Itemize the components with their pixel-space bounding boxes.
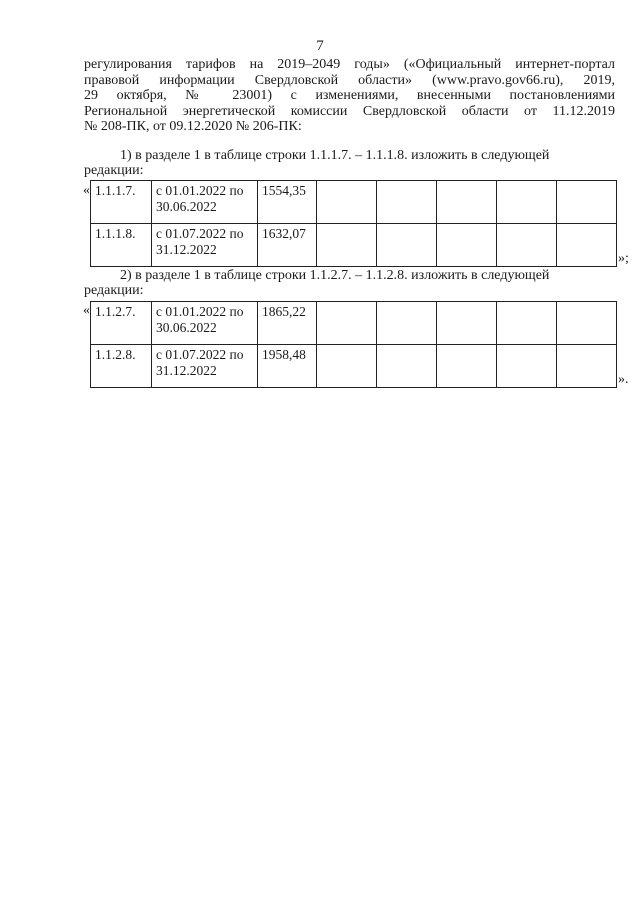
empty-cell — [317, 302, 377, 345]
empty-cell — [557, 345, 617, 388]
empty-cell — [317, 345, 377, 388]
empty-cell — [497, 345, 557, 388]
empty-cell — [377, 181, 437, 224]
row-period: с 01.07.2022 по 31.12.2022 — [152, 224, 258, 267]
intro-line: № 208-ПК, от 09.12.2020 № 206-ПК: — [84, 119, 302, 135]
empty-cell — [377, 224, 437, 267]
row-value: 1554,35 — [258, 181, 317, 224]
page-number: 7 — [316, 38, 324, 54]
empty-cell — [437, 345, 497, 388]
empty-cell — [557, 224, 617, 267]
empty-cell — [497, 302, 557, 345]
item2-text-cont: редакции: — [84, 283, 144, 298]
row-value: 1865,22 — [258, 302, 317, 345]
item1-table — [90, 180, 617, 267]
empty-cell — [377, 345, 437, 388]
row-period: с 01.01.2022 по 30.06.2022 — [152, 181, 258, 224]
empty-cell — [497, 181, 557, 224]
row-code: 1.1.2.7. — [91, 302, 152, 345]
empty-cell — [557, 302, 617, 345]
intro-line: регулирования тарифов на 2019–2049 годы» («Официальный интернет-портал — [84, 57, 615, 72]
row-period: с 01.01.2022 по 30.06.2022 — [152, 302, 258, 345]
intro-line: Региональной энергетической комиссии Свердловской области от 11.12.2019 — [84, 103, 615, 119]
row-period: с 01.07.2022 по 31.12.2022 — [152, 345, 258, 388]
intro-line: 29 октября, № 23001) с изменениями, внесенными постановлениями — [84, 88, 615, 104]
item2-open-quote: « — [83, 303, 90, 318]
empty-cell — [497, 224, 557, 267]
item1-close-mark: »; — [618, 251, 629, 266]
empty-cell — [437, 224, 497, 267]
table-row — [91, 345, 617, 388]
table-row — [91, 181, 617, 224]
empty-cell — [317, 181, 377, 224]
table-row — [91, 224, 617, 267]
empty-cell — [377, 302, 437, 345]
row-code: 1.1.2.8. — [91, 345, 152, 388]
row-code: 1.1.1.8. — [91, 224, 152, 267]
empty-cell — [557, 181, 617, 224]
item2-instruction — [84, 268, 615, 298]
item1-instruction — [84, 148, 615, 178]
row-value: 1632,07 — [258, 224, 317, 267]
table-row — [91, 302, 617, 345]
item1-text-cont: редакции: — [84, 163, 144, 178]
item2-close-mark: ». — [618, 372, 629, 387]
item2-text: 2) в разделе 1 в таблице строки 1.1.2.7. – 1.1.2.8. изложить в следующей — [120, 268, 550, 283]
intro-line: правовой информации Свердловской области» (www.pravo.gov66.ru), 2019, — [84, 72, 615, 88]
empty-cell — [437, 302, 497, 345]
row-value: 1958,48 — [258, 345, 317, 388]
row-code: 1.1.1.7. — [91, 181, 152, 224]
empty-cell — [317, 224, 377, 267]
item1-text: 1) в разделе 1 в таблице строки 1.1.1.7. – 1.1.1.8. изложить в следующей — [120, 148, 550, 163]
item2-table — [90, 301, 617, 388]
intro-paragraph — [84, 57, 615, 135]
empty-cell — [437, 181, 497, 224]
item1-open-quote: « — [83, 183, 90, 198]
